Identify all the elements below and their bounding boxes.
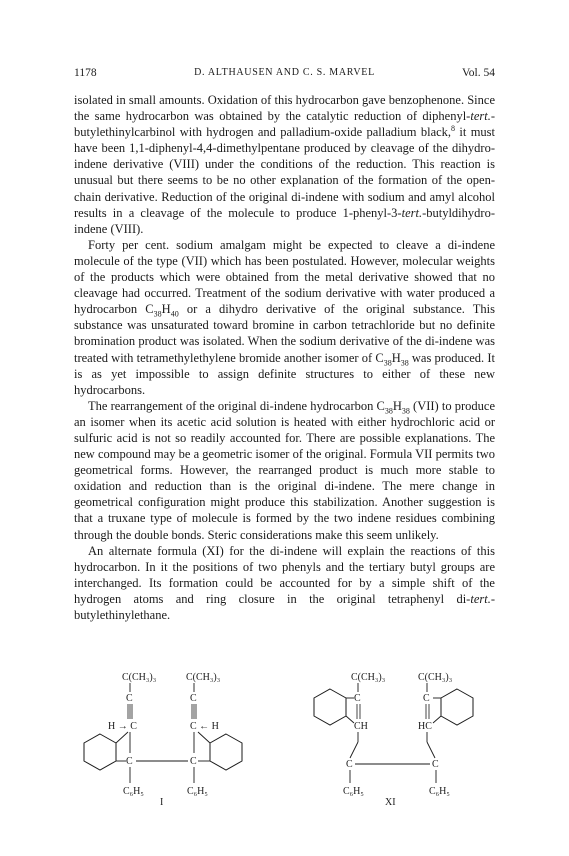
bond [433, 716, 441, 723]
formula-xi-c-left: C [354, 693, 361, 704]
benzene-ring [314, 689, 346, 725]
formula-i-c-left: C [126, 693, 133, 704]
structural-formulas-figure [74, 668, 495, 818]
text-run: H [161, 302, 171, 317]
benzene-ring [84, 734, 116, 770]
formula-i-phenyl-left: C₆H₅ [123, 786, 144, 797]
paragraph [74, 398, 495, 543]
page-header [74, 67, 495, 83]
text-run: tert. [401, 205, 423, 220]
paragraph [74, 543, 495, 623]
formula-xi-ch-right: HC [418, 721, 432, 732]
formula-xi-ring-c: C [432, 759, 439, 770]
formula-i-number: I [160, 797, 164, 808]
formula-i-tbutyl-right: C(CH₃)₃ [186, 672, 221, 683]
text-run: 38 [153, 309, 162, 319]
text-run: or a dihydro derivative of the original substance. This substance was unsaturated toward bromine in carbon tetrachloride but no definite bromination product was isolated. When the sodium derivative of the di-indene was treated with tetramethylethylene bromide another isomer of C [74, 302, 495, 365]
bond [427, 742, 435, 758]
text-run: 38 [400, 358, 409, 367]
body-text [74, 92, 495, 623]
bond [116, 732, 128, 743]
text-run: 38 [383, 358, 392, 367]
formula-i-ring-c: C [126, 756, 133, 767]
bond [350, 742, 358, 758]
text-run: (VII) to produce an isomer when its acetic acid solution is heated with either hydrochloric acid or sulfuric acid is not so readily accounted for. There are possible explanations. The new compound may be a geometric isomer of the original. Formula VII permits two geometrical forms. However, the rearranged product is much more stable to oxidation and reduction than is the original di-indene. The mere change in geometrical configuration might produce this stabilization. Another suggestion is that a truxane type of molecule is formed by the two indene residues combining through the double bonds. Steric considerations make this seem unlikely. [74, 398, 495, 542]
text-run: tert. [470, 591, 491, 606]
text-run: An alternate formula (XI) for the di-indene will explain the reactions of this hydrocarbon. In it the positions of two phenyls and the tertiary butyl groups are interchanged. Its formation could be accounted for by a simple shift of the hydrogen atoms and ring closure in the original tetraphenyl di- [74, 543, 495, 606]
text-run: 38 [401, 406, 410, 416]
bond [346, 716, 354, 723]
formula-xi-tbutyl-right: C(CH₃)₃ [418, 672, 453, 683]
formula-i [84, 672, 242, 808]
text-run: 40 [170, 309, 179, 319]
formula-i-c-right: C [190, 693, 197, 704]
formula-i-hc-left: H → C [108, 721, 137, 732]
paragraph [74, 92, 495, 237]
text-run: The rearrangement of the original di-indene hydrocarbon C [88, 398, 385, 413]
formula-xi-phenyl-right: C₆H₅ [429, 786, 450, 797]
text-run: -butylethinylethane. [74, 591, 495, 622]
text-run: 8 [451, 124, 456, 134]
formula-i-ring-c: C [190, 756, 197, 767]
benzene-ring [210, 734, 242, 770]
bond [198, 732, 210, 743]
formula-xi [314, 672, 473, 808]
formula-i-phenyl-right: C₆H₅ [187, 786, 208, 797]
text-run: was produced. It is as yet impossible to assign definite structures to either of these new hydrocarbons. [74, 350, 495, 397]
running-head: D. ALTHAUSEN AND C. S. MARVEL [194, 67, 375, 78]
paragraph [74, 237, 495, 398]
formula-xi-ring-c: C [346, 759, 353, 770]
formula-xi-phenyl-left: C₆H₅ [343, 786, 364, 797]
page-number: 1178 [74, 67, 97, 79]
formula-xi-ch-left: CH [354, 721, 368, 732]
formula-xi-number: XI [385, 797, 396, 808]
volume-label: Vol. 54 [461, 67, 495, 79]
benzene-ring [441, 689, 473, 725]
text-run: tert. [470, 109, 491, 124]
text-run: it must have been 1,1-diphenyl-4,4-dimethylpentane produced by cleavage of the dihydro-indene derivative (VIII) under the conditions of the reduction. This reaction is unusual but there seems to be no other explanation of the formation of the open-chain derivative. Reduction of the original di-indene with sodium and amyl alcohol results in a cleavage of the molecule to produce 1-phenyl-3- [74, 125, 495, 220]
text-run: H [392, 398, 402, 413]
text-run: -butyldihydro-indene (VIII). [74, 205, 495, 236]
formula-xi-c-right: C [423, 693, 430, 704]
text-run: Forty per cent. sodium amalgam might be expected to cleave a di-indene molecule of the type (VII) which has been postulated. However, molecular weights of the products which were obtained from the metal derivative showed that no cleavage had occurred. Treatment of the sodium derivative with water produced a hydrocarbon C [74, 237, 495, 317]
text-run: 38 [384, 406, 393, 416]
formula-i-tbutyl-left: C(CH₃)₃ [122, 672, 157, 683]
text-run: isolated in small amounts. Oxidation of this hydrocarbon gave benzophenone. Since the same hydrocarbon was obtained by the catalytic reduction of diphenyl- [74, 93, 495, 124]
formula-drawing [74, 668, 495, 818]
text-run: H [391, 350, 401, 365]
formula-i-hc-right: C ← H [190, 721, 219, 732]
text-run: -butylethinylcarbinol with hydrogen and palladium-oxide palladium black, [74, 109, 495, 140]
formula-xi-tbutyl-left: C(CH₃)₃ [351, 672, 386, 683]
